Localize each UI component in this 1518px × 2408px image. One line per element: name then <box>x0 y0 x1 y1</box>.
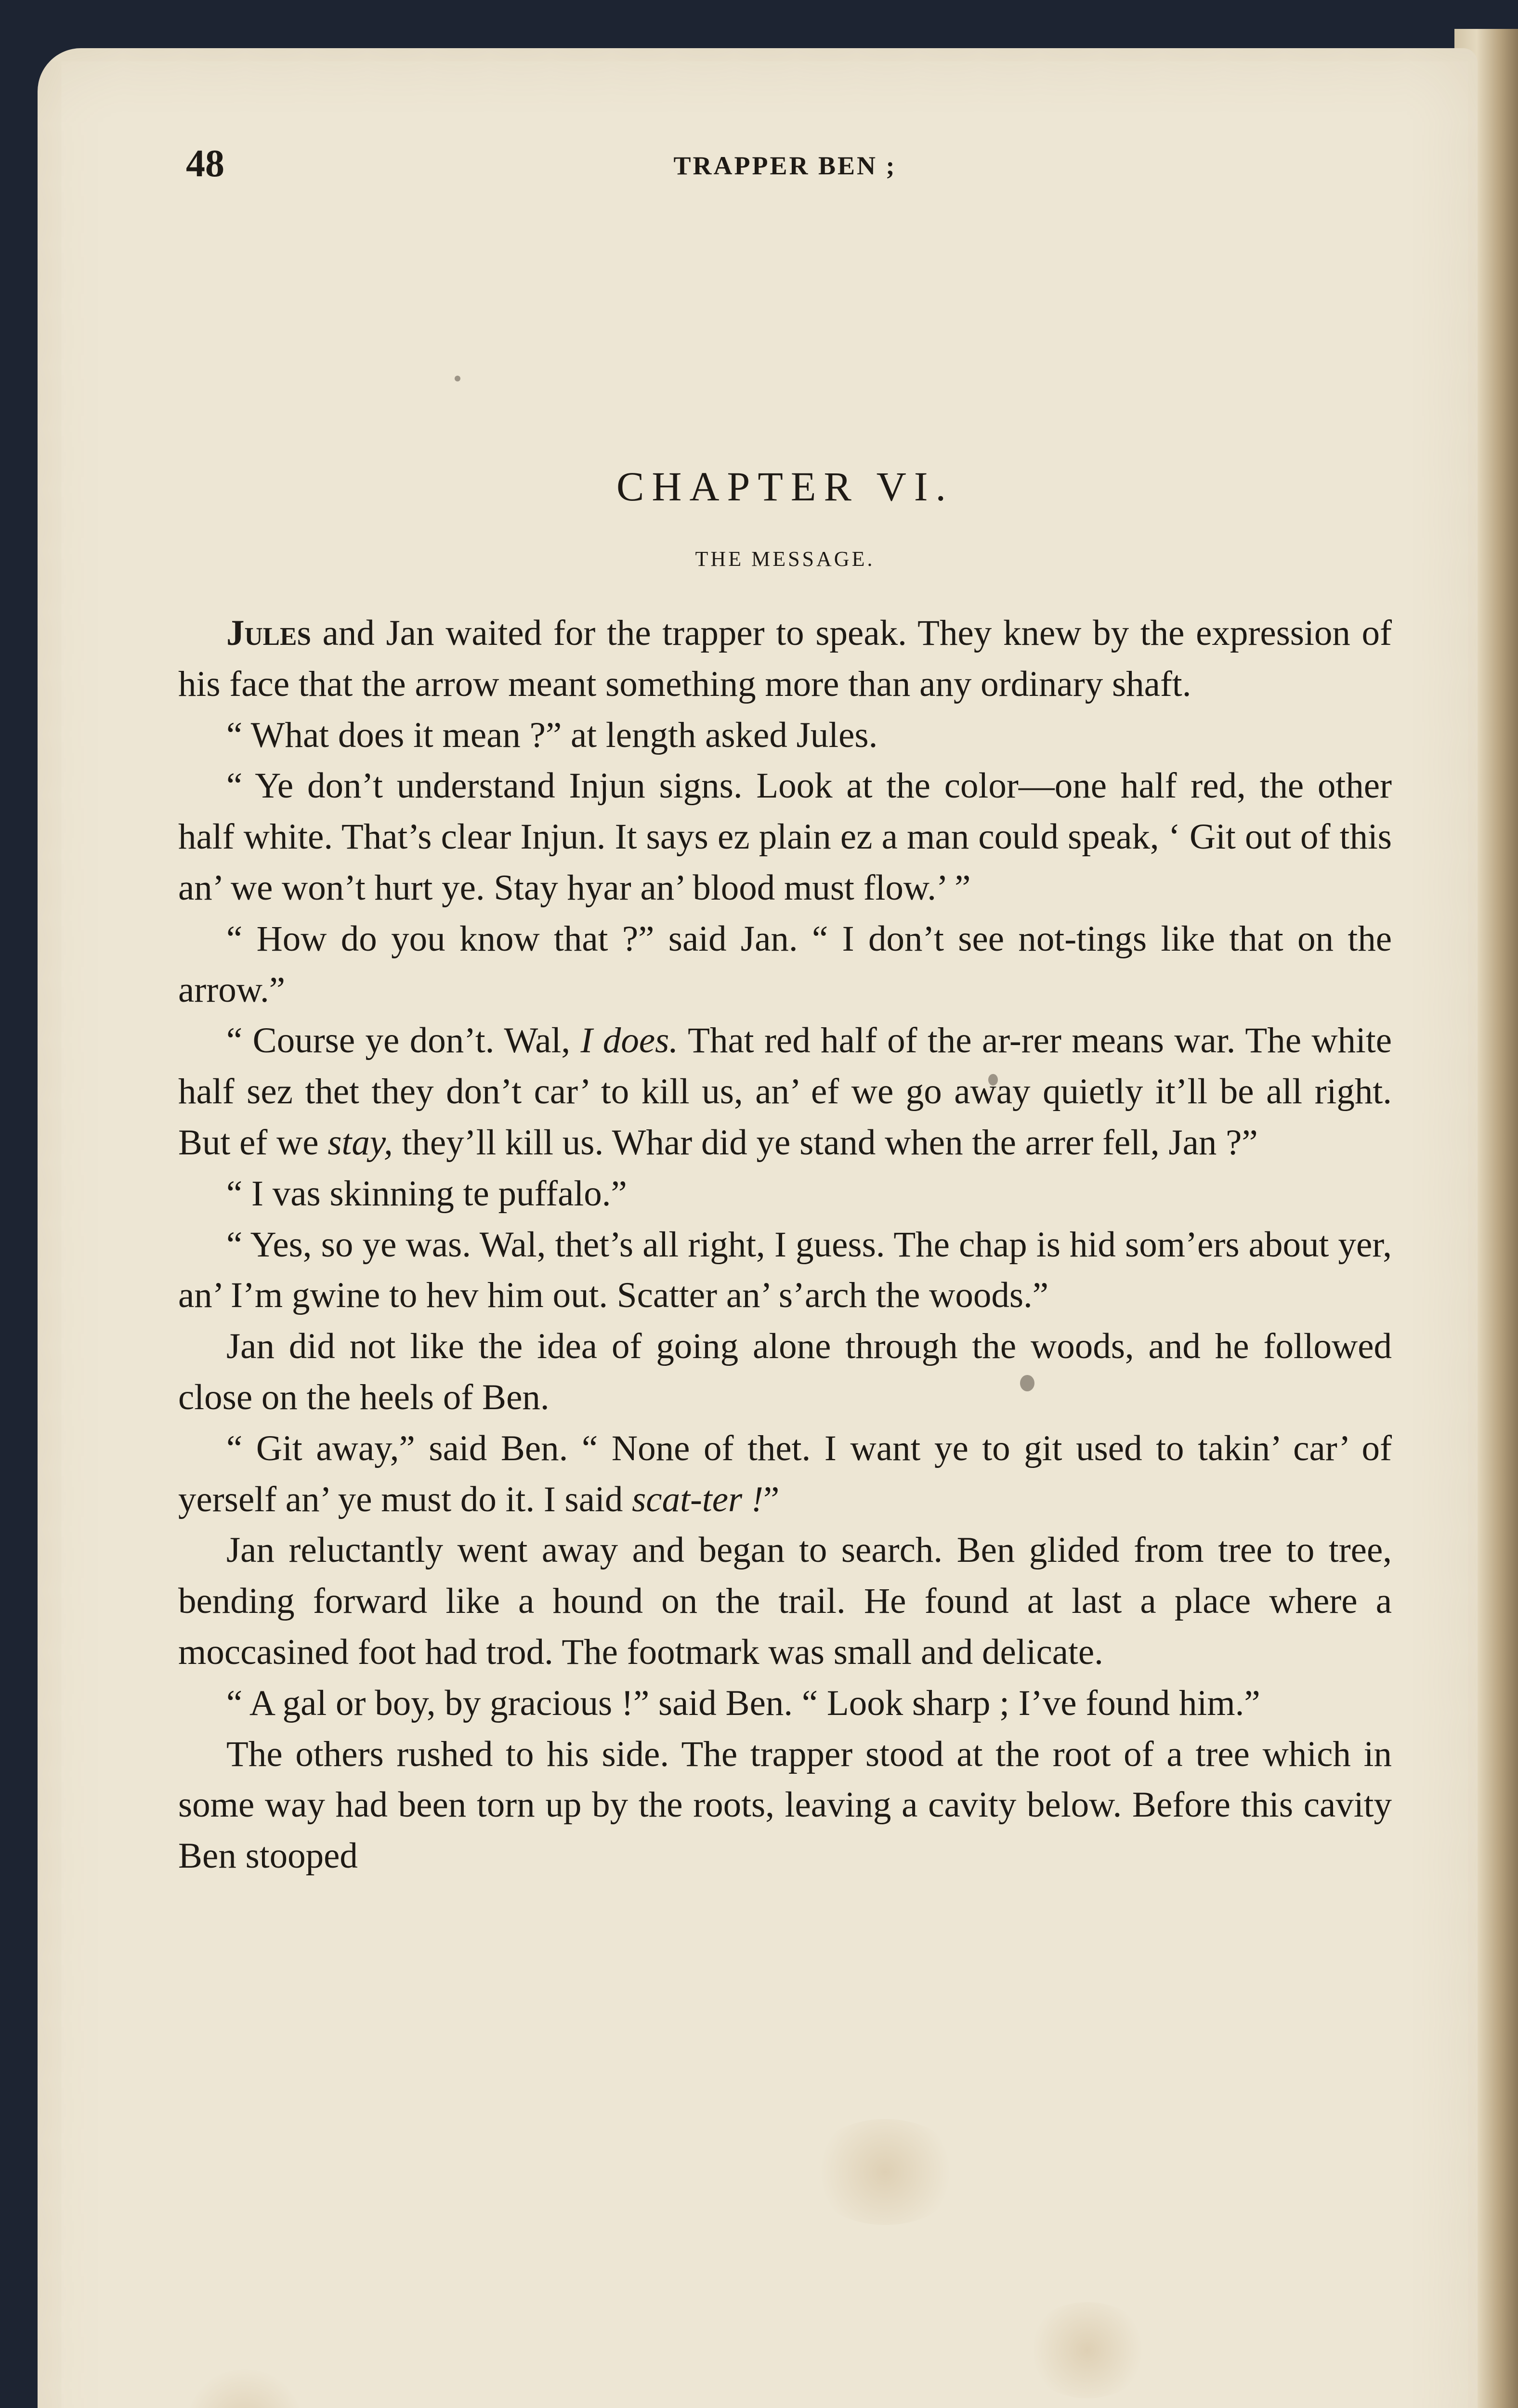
paragraph-text: That red half of the ar-rer means war. The white half sez thet they don’t car’ to kill us, an’ ef we go away quietly it’ll be all right. But ef we <box>178 1021 1392 1163</box>
paragraph <box>178 608 1392 710</box>
paper-stain <box>1025 2302 1150 2398</box>
italic-emphasis: stay, <box>327 1122 393 1163</box>
paragraph-text: “ Course ye don’t. Wal, <box>226 1021 581 1061</box>
paragraph-text: and Jan waited for the trapper to speak. They knew by the expression of his face that the arrow meant something more than any ordinary shaft. <box>178 613 1392 704</box>
paragraph: “ A gal or boy, by gracious !” said Ben. “ Look sharp ; I’ve found him.” <box>226 1683 1260 1723</box>
paragraph-text: ” <box>763 1479 780 1519</box>
paragraph: “ How do you know that ?” said Jan. “ I don’t see not-tings like that on the arrow.” <box>178 918 1392 1010</box>
paper-stain <box>182 2369 307 2408</box>
paragraph-text: they’ll kill us. Whar did ye stand when the arrer fell, Jan ?” <box>393 1122 1258 1163</box>
paragraph: “ What does it mean ?” at length asked Jules. <box>226 715 878 755</box>
paragraph: “ Ye don’t understand Injun signs. Look at the color—one half red, the other half white. That’s clear Injun. It says ez plain ez a man could speak, ‘ Git out of this an’ we won’t hurt ye. Stay hyar an’ blood must flow.’ ” <box>178 766 1392 908</box>
ink-speck <box>455 376 460 381</box>
body-text <box>178 608 1392 1882</box>
paragraph: The others rushed to his side. The trapper stood at the root of a tree which in some way had been torn up by the roots, leaving a cavity below. Before this cavity Ben stooped <box>178 1734 1392 1876</box>
running-head: TRAPPER BEN ; <box>673 151 897 180</box>
paragraph: Jan did not like the idea of going alone through the woods, and he followed close on the heels of Ben. <box>178 1326 1392 1417</box>
page-number: 48 <box>186 143 224 185</box>
chapter-subtitle: THE MESSAGE. <box>695 547 875 571</box>
paragraph: “ I vas skinning te puffalo.” <box>226 1173 627 1214</box>
paragraph: Jan reluctantly went away and began to search. Ben glided from tree to tree, bending forward like a hound on the trail. He found at last a place where a moccasined foot had trod. The footmark was small and delicate. <box>178 1530 1392 1672</box>
paper-stain <box>808 2119 962 2225</box>
page-header <box>178 142 1392 195</box>
paragraph <box>178 1015 1392 1168</box>
paragraph-text: “ Git away,” said Ben. “ None of thet. I want ye to git used to takin’ car’ of yerself an’ ye must do it. I said <box>178 1428 1392 1519</box>
paragraph: “ Yes, so ye was. Wal, thet’s all right, I guess. The chap is hid som’ers about yer, an’ I’m gwine to hev him out. Scatter an’ s’arch the woods.” <box>178 1224 1392 1316</box>
chapter-title: CHAPTER VI. <box>616 463 954 510</box>
paragraph-lead-word: Jules <box>226 613 311 653</box>
italic-emphasis: I does. <box>580 1021 679 1061</box>
italic-emphasis: scat-ter ! <box>632 1479 763 1519</box>
paragraph <box>178 1423 1392 1525</box>
